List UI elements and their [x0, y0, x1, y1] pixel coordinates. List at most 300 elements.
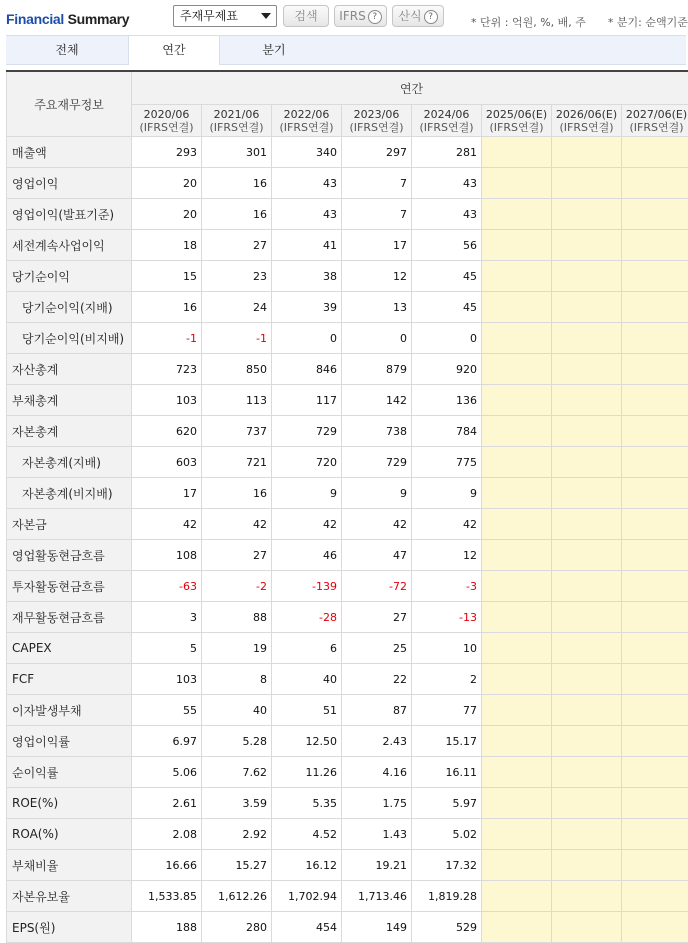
table-row	[7, 323, 688, 354]
estimate-cell	[482, 137, 552, 168]
value-cell: 1,612.26	[202, 881, 272, 912]
estimate-cell	[482, 664, 552, 695]
value-cell: 2	[412, 664, 482, 695]
estimate-cell	[482, 478, 552, 509]
value-cell: 51	[272, 695, 342, 726]
row-label: 자본유보율	[7, 881, 132, 912]
period-header	[552, 105, 622, 137]
value-cell: 19.21	[342, 850, 412, 881]
estimate-cell	[552, 323, 622, 354]
value-cell: 27	[202, 230, 272, 261]
table-row	[7, 540, 688, 571]
value-cell: 738	[342, 416, 412, 447]
value-cell: 20	[132, 199, 202, 230]
value-cell: 784	[412, 416, 482, 447]
estimate-cell	[622, 912, 688, 943]
quarter-note: * 분기: 순액기준	[607, 16, 688, 29]
value-cell: 721	[202, 447, 272, 478]
value-cell: 16.11	[412, 757, 482, 788]
value-cell: 16.12	[272, 850, 342, 881]
value-cell: 3.59	[202, 788, 272, 819]
ifrs-button-label: IFRS	[339, 9, 366, 23]
value-cell: 9	[342, 478, 412, 509]
estimate-cell	[622, 757, 688, 788]
value-cell: 41	[272, 230, 342, 261]
row-label: 세전계속사업이익	[7, 230, 132, 261]
row-label: 매출액	[7, 137, 132, 168]
value-cell: 16	[202, 478, 272, 509]
estimate-cell	[552, 819, 622, 850]
period-label: 2022/06	[283, 107, 330, 121]
estimate-cell	[552, 261, 622, 292]
value-cell: 88	[202, 602, 272, 633]
value-cell: -13	[412, 602, 482, 633]
period-basis-label: (IFRS연결)	[629, 120, 684, 134]
value-cell: -63	[132, 571, 202, 602]
value-cell: 850	[202, 354, 272, 385]
estimate-cell	[552, 199, 622, 230]
estimate-cell	[552, 509, 622, 540]
value-cell: 9	[272, 478, 342, 509]
value-cell: 0	[412, 323, 482, 354]
period-basis-label: (IFRS연결)	[489, 120, 544, 134]
table-row	[7, 912, 688, 943]
period-label: 2026/06(E)	[555, 107, 618, 121]
value-cell: 603	[132, 447, 202, 478]
table-row	[7, 850, 688, 881]
row-label: 영업활동현금흐름	[7, 540, 132, 571]
table-row	[7, 571, 688, 602]
estimate-cell	[482, 292, 552, 323]
table-row	[7, 230, 688, 261]
value-cell: 8	[202, 664, 272, 695]
formula-help-button[interactable]	[392, 5, 444, 27]
estimate-cell	[552, 230, 622, 261]
estimate-cell	[622, 509, 688, 540]
row-label: 이자발생부채	[7, 695, 132, 726]
financial-summary-table	[6, 70, 688, 943]
table-row	[7, 881, 688, 912]
estimate-cell	[552, 881, 622, 912]
value-cell: 1.43	[342, 819, 412, 850]
period-label: 2020/06	[143, 107, 190, 121]
estimate-cell	[552, 447, 622, 478]
value-cell: 43	[272, 168, 342, 199]
estimate-cell	[622, 664, 688, 695]
estimate-cell	[482, 819, 552, 850]
estimate-cell	[482, 261, 552, 292]
estimate-cell	[482, 323, 552, 354]
period-label: 2027/06(E)	[625, 107, 688, 121]
unit-note: * 단위 : 억원, %, 배, 주	[471, 16, 586, 29]
value-cell: 281	[412, 137, 482, 168]
table-row	[7, 726, 688, 757]
estimate-cell	[622, 354, 688, 385]
value-cell: 136	[412, 385, 482, 416]
value-cell: 2.43	[342, 726, 412, 757]
estimate-cell	[622, 571, 688, 602]
table-body	[7, 137, 688, 943]
estimate-cell	[552, 726, 622, 757]
value-cell: 16.66	[132, 850, 202, 881]
value-cell: 846	[272, 354, 342, 385]
table-row	[7, 602, 688, 633]
table-row	[7, 695, 688, 726]
value-cell: 737	[202, 416, 272, 447]
value-cell: 42	[202, 509, 272, 540]
value-cell: 103	[132, 385, 202, 416]
page-title-part2: Summary	[67, 11, 130, 27]
value-cell: 16	[132, 292, 202, 323]
value-cell: 22	[342, 664, 412, 695]
row-label: 당기순이익	[7, 261, 132, 292]
value-cell: 142	[342, 385, 412, 416]
table-row	[7, 633, 688, 664]
estimate-cell	[552, 571, 622, 602]
value-cell: 45	[412, 261, 482, 292]
estimate-cell	[482, 788, 552, 819]
value-cell: 25	[342, 633, 412, 664]
value-cell: 2.08	[132, 819, 202, 850]
value-cell: 43	[412, 199, 482, 230]
value-cell: 293	[132, 137, 202, 168]
estimate-cell	[552, 540, 622, 571]
value-cell: 5.02	[412, 819, 482, 850]
table-row	[7, 819, 688, 850]
estimate-cell	[622, 261, 688, 292]
period-basis-label: (IFRS연결)	[349, 120, 404, 134]
period-header	[272, 105, 342, 137]
period-header	[132, 105, 202, 137]
value-cell: 15.17	[412, 726, 482, 757]
estimate-cell	[482, 540, 552, 571]
value-cell: 301	[202, 137, 272, 168]
value-cell: 15	[132, 261, 202, 292]
estimate-cell	[482, 881, 552, 912]
value-cell: 0	[342, 323, 412, 354]
value-cell: 42	[272, 509, 342, 540]
tab-quarterly[interactable]: 분기	[262, 43, 286, 57]
value-cell: 9	[412, 478, 482, 509]
estimate-cell	[482, 354, 552, 385]
row-label: 부채총계	[7, 385, 132, 416]
value-cell: -3	[412, 571, 482, 602]
value-cell: 5.97	[412, 788, 482, 819]
tab-all[interactable]: 전체	[55, 43, 79, 57]
summary-toolbar	[0, 0, 688, 34]
value-cell: 729	[272, 416, 342, 447]
estimate-cell	[552, 633, 622, 664]
table-header	[7, 71, 688, 137]
value-cell: 77	[412, 695, 482, 726]
value-cell: 1,533.85	[132, 881, 202, 912]
chevron-down-icon	[261, 13, 271, 19]
value-cell: 43	[272, 199, 342, 230]
value-cell: 10	[412, 633, 482, 664]
value-cell: 45	[412, 292, 482, 323]
value-cell: 87	[342, 695, 412, 726]
page-title	[6, 11, 129, 27]
value-cell: 340	[272, 137, 342, 168]
value-cell: 23	[202, 261, 272, 292]
estimate-cell	[622, 819, 688, 850]
row-label: 영업이익률	[7, 726, 132, 757]
value-cell: 1,819.28	[412, 881, 482, 912]
period-basis-label: (IFRS연결)	[559, 120, 614, 134]
estimate-cell	[482, 168, 552, 199]
value-cell: 149	[342, 912, 412, 943]
value-cell: 42	[132, 509, 202, 540]
value-cell: 5.35	[272, 788, 342, 819]
row-header-label: 주요재무정보	[7, 71, 132, 137]
value-cell: 5.06	[132, 757, 202, 788]
value-cell: 720	[272, 447, 342, 478]
estimate-cell	[482, 726, 552, 757]
estimate-cell	[622, 199, 688, 230]
estimate-cell	[552, 912, 622, 943]
value-cell: 13	[342, 292, 412, 323]
estimate-cell	[552, 416, 622, 447]
value-cell: 2.61	[132, 788, 202, 819]
period-label: 2023/06	[353, 107, 400, 121]
value-cell: 2.92	[202, 819, 272, 850]
value-cell: 19	[202, 633, 272, 664]
value-cell: 24	[202, 292, 272, 323]
estimate-cell	[622, 230, 688, 261]
estimate-cell	[622, 447, 688, 478]
value-cell: 113	[202, 385, 272, 416]
estimate-cell	[552, 850, 622, 881]
value-cell: 297	[342, 137, 412, 168]
estimate-cell	[482, 509, 552, 540]
value-cell: 16	[202, 168, 272, 199]
row-label: 당기순이익(비지배)	[7, 323, 132, 354]
value-cell: 108	[132, 540, 202, 571]
row-label: 재무활동현금흐름	[7, 602, 132, 633]
table-row	[7, 385, 688, 416]
estimate-cell	[552, 168, 622, 199]
value-cell: 879	[342, 354, 412, 385]
estimate-cell	[552, 788, 622, 819]
statement-type-select[interactable]	[173, 5, 277, 27]
value-cell: 188	[132, 912, 202, 943]
value-cell: 47	[342, 540, 412, 571]
value-cell: 1.75	[342, 788, 412, 819]
estimate-cell	[622, 137, 688, 168]
table-row	[7, 757, 688, 788]
value-cell: 20	[132, 168, 202, 199]
estimate-cell	[622, 416, 688, 447]
estimate-cell	[482, 633, 552, 664]
row-label: 영업이익	[7, 168, 132, 199]
estimate-cell	[552, 664, 622, 695]
value-cell: -1	[132, 323, 202, 354]
question-icon: ?	[368, 10, 382, 24]
estimate-cell	[482, 230, 552, 261]
value-cell: 12	[342, 261, 412, 292]
value-cell: 43	[412, 168, 482, 199]
row-label: 당기순이익(지배)	[7, 292, 132, 323]
estimate-cell	[622, 478, 688, 509]
question-icon: ?	[424, 10, 438, 24]
value-cell: 454	[272, 912, 342, 943]
estimate-cell	[552, 757, 622, 788]
period-tabs	[6, 35, 686, 65]
estimate-cell	[482, 571, 552, 602]
row-label: 영업이익(발표기준)	[7, 199, 132, 230]
value-cell: 42	[342, 509, 412, 540]
value-cell: 40	[202, 695, 272, 726]
period-header	[622, 105, 688, 137]
table-row	[7, 354, 688, 385]
value-cell: 280	[202, 912, 272, 943]
period-basis-label: (IFRS연결)	[279, 120, 334, 134]
value-cell: 12	[412, 540, 482, 571]
estimate-cell	[622, 695, 688, 726]
row-label: 부채비율	[7, 850, 132, 881]
estimate-cell	[552, 478, 622, 509]
value-cell: -139	[272, 571, 342, 602]
table-row	[7, 478, 688, 509]
value-cell: -72	[342, 571, 412, 602]
value-cell: 55	[132, 695, 202, 726]
estimate-cell	[622, 726, 688, 757]
table-row	[7, 168, 688, 199]
row-label: 자본총계(비지배)	[7, 478, 132, 509]
estimate-cell	[482, 695, 552, 726]
value-cell: 17	[342, 230, 412, 261]
estimate-cell	[482, 602, 552, 633]
value-cell: 3	[132, 602, 202, 633]
search-button-label: 검색	[294, 9, 318, 23]
value-cell: 38	[272, 261, 342, 292]
value-cell: 723	[132, 354, 202, 385]
table-row	[7, 664, 688, 695]
value-cell: 42	[412, 509, 482, 540]
table-row	[7, 447, 688, 478]
value-cell: 729	[342, 447, 412, 478]
value-cell: 12.50	[272, 726, 342, 757]
estimate-cell	[552, 602, 622, 633]
value-cell: -1	[202, 323, 272, 354]
estimate-cell	[552, 137, 622, 168]
estimate-cell	[622, 168, 688, 199]
value-cell: 103	[132, 664, 202, 695]
value-cell: -2	[202, 571, 272, 602]
value-cell: 40	[272, 664, 342, 695]
row-label: ROE(%)	[7, 788, 132, 819]
period-header	[412, 105, 482, 137]
estimate-cell	[552, 385, 622, 416]
period-label: 2024/06	[423, 107, 470, 121]
table-row	[7, 137, 688, 168]
row-label: 자산총계	[7, 354, 132, 385]
value-cell: 5.28	[202, 726, 272, 757]
estimate-cell	[622, 850, 688, 881]
ifrs-help-button[interactable]	[334, 5, 387, 27]
value-cell: 17.32	[412, 850, 482, 881]
value-cell: -28	[272, 602, 342, 633]
value-cell: 920	[412, 354, 482, 385]
value-cell: 39	[272, 292, 342, 323]
value-cell: 6.97	[132, 726, 202, 757]
estimate-cell	[622, 323, 688, 354]
table-row	[7, 788, 688, 819]
statement-type-value: 주재무제표	[180, 9, 238, 23]
estimate-cell	[552, 695, 622, 726]
value-cell: 18	[132, 230, 202, 261]
row-label: 자본총계	[7, 416, 132, 447]
table-row	[7, 199, 688, 230]
period-group-header: 연간	[132, 71, 688, 105]
value-cell: 1,702.94	[272, 881, 342, 912]
value-cell: 16	[202, 199, 272, 230]
row-label: ROA(%)	[7, 819, 132, 850]
period-basis-label: (IFRS연결)	[139, 120, 194, 134]
period-header	[482, 105, 552, 137]
value-cell: 46	[272, 540, 342, 571]
row-label: EPS(원)	[7, 912, 132, 943]
estimate-cell	[482, 850, 552, 881]
row-label: 순이익률	[7, 757, 132, 788]
estimate-cell	[622, 788, 688, 819]
estimate-cell	[552, 354, 622, 385]
value-cell: 4.52	[272, 819, 342, 850]
table-row	[7, 261, 688, 292]
value-cell: 11.26	[272, 757, 342, 788]
value-cell: 6	[272, 633, 342, 664]
period-basis-label: (IFRS연결)	[209, 120, 264, 134]
row-label: 자본금	[7, 509, 132, 540]
period-header	[202, 105, 272, 137]
estimate-cell	[482, 757, 552, 788]
estimate-cell	[622, 881, 688, 912]
value-cell: 775	[412, 447, 482, 478]
value-cell: 4.16	[342, 757, 412, 788]
row-label: CAPEX	[7, 633, 132, 664]
search-button[interactable]	[283, 5, 329, 27]
value-cell: 620	[132, 416, 202, 447]
estimate-cell	[482, 199, 552, 230]
value-cell: 5	[132, 633, 202, 664]
value-cell: 17	[132, 478, 202, 509]
tab-annual[interactable]: 연간	[128, 36, 220, 65]
period-label: 2021/06	[213, 107, 260, 121]
value-cell: 529	[412, 912, 482, 943]
estimate-cell	[622, 633, 688, 664]
table-row	[7, 416, 688, 447]
estimate-cell	[622, 385, 688, 416]
estimate-cell	[552, 292, 622, 323]
table-row	[7, 292, 688, 323]
value-cell: 27	[202, 540, 272, 571]
estimate-cell	[482, 447, 552, 478]
period-basis-label: (IFRS연결)	[419, 120, 474, 134]
value-cell: 0	[272, 323, 342, 354]
value-cell: 7	[342, 168, 412, 199]
estimate-cell	[482, 416, 552, 447]
row-label: FCF	[7, 664, 132, 695]
period-header	[342, 105, 412, 137]
page-title-part1: Financial	[6, 11, 64, 27]
value-cell: 15.27	[202, 850, 272, 881]
unit-notes	[471, 14, 688, 30]
value-cell: 56	[412, 230, 482, 261]
estimate-cell	[622, 292, 688, 323]
value-cell: 7.62	[202, 757, 272, 788]
row-label: 투자활동현금흐름	[7, 571, 132, 602]
value-cell: 1,713.46	[342, 881, 412, 912]
